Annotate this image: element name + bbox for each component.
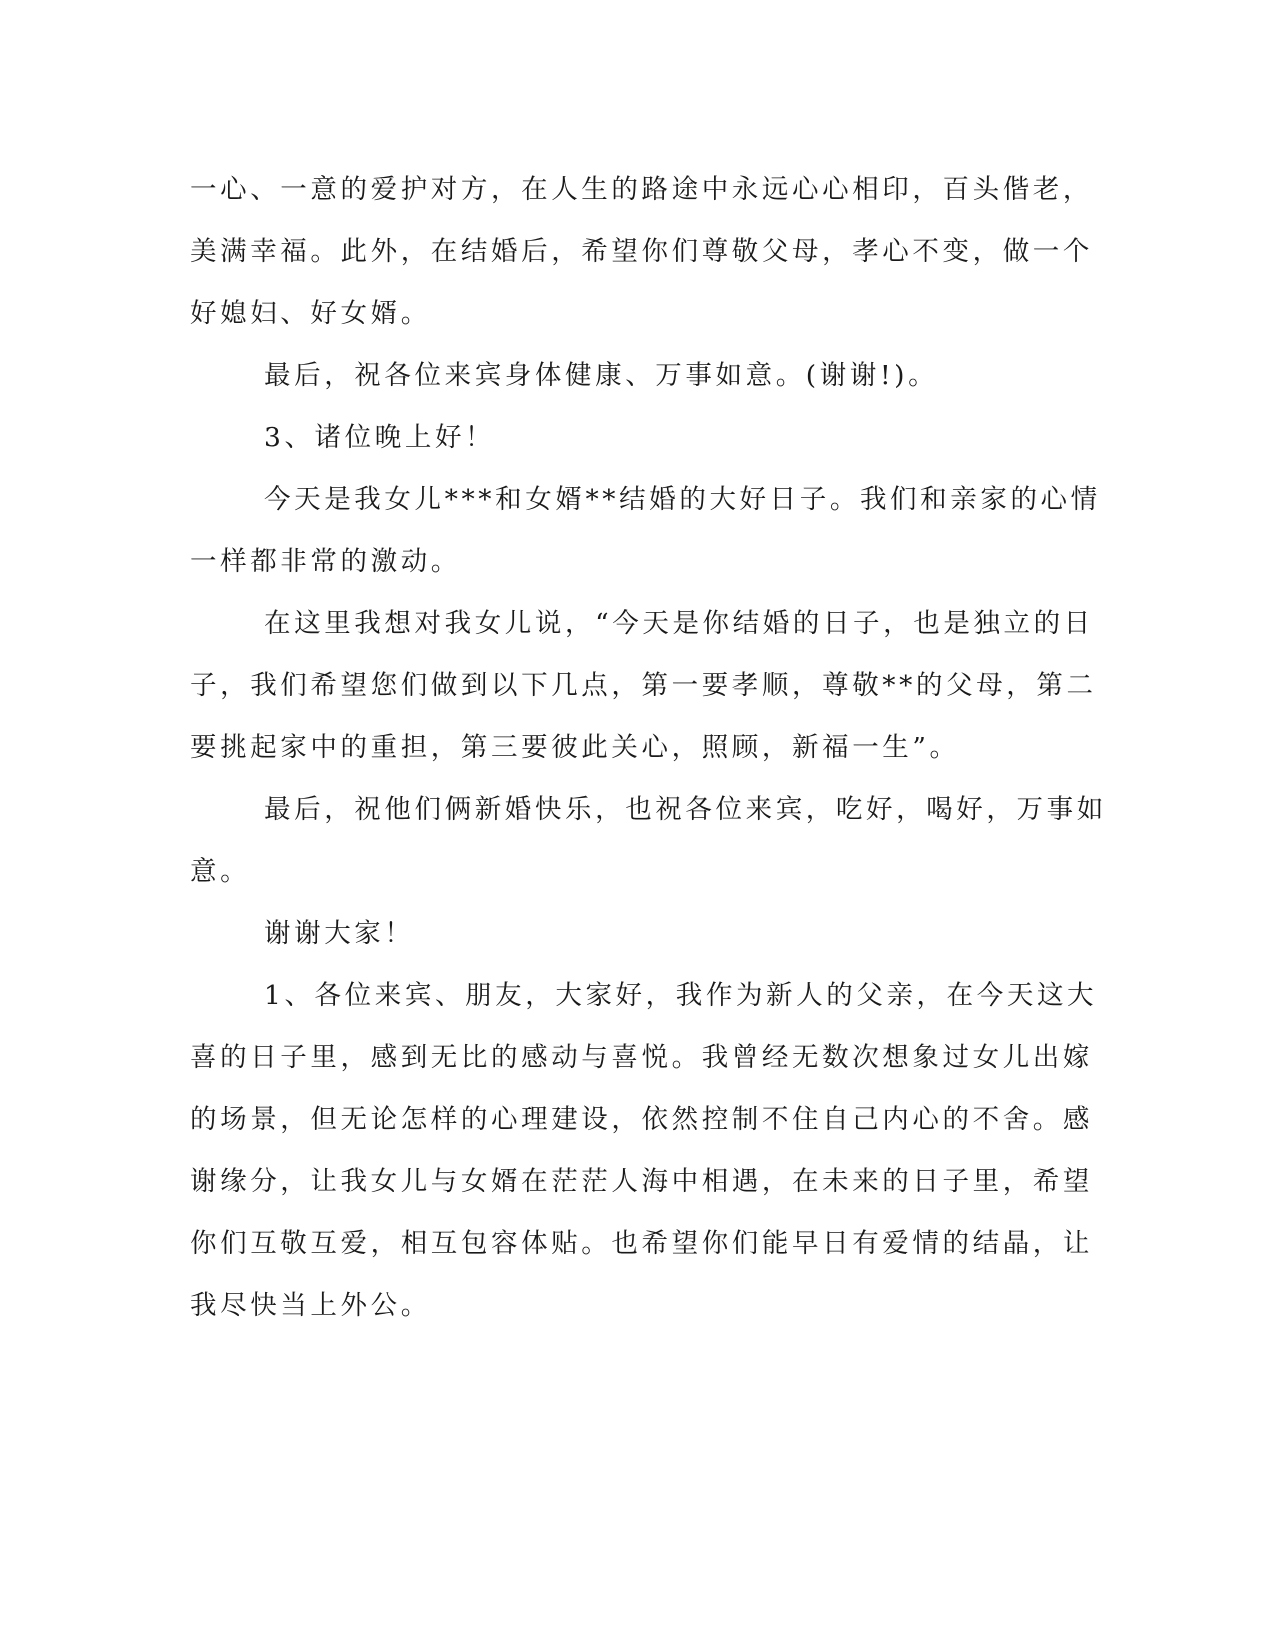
text-line: 子，我们希望您们做到以下几点，第一要孝顺，尊敬**的父母，第二	[190, 670, 1097, 701]
paragraph-first-line: 最后，祝各位来宾身体健康、万事如意。(谢谢!)。	[264, 360, 939, 391]
paragraph-first-line: 1、各位来宾、朋友，大家好，我作为新人的父亲，在今天这大	[264, 980, 1098, 1011]
closing-line: 谢谢大家！	[264, 918, 415, 949]
text-line: 好媳妇、好女婿。	[190, 298, 431, 329]
text-line: 要挑起家中的重担，第三要彼此关心，照顾，新福一生”。	[190, 732, 960, 763]
text-line: 的场景，但无论怎样的心理建设，依然控制不住自己内心的不舍。感	[190, 1104, 1093, 1135]
text-line: 你们互敬互爱，相互包容体贴。也希望你们能早日有爱情的结晶，让	[190, 1228, 1093, 1259]
text-line: 一样都非常的激动。	[190, 546, 461, 577]
text-line: 意。	[190, 856, 251, 887]
text-line: 喜的日子里，感到无比的感动与喜悦。我曾经无数次想象过女儿出嫁	[190, 1042, 1093, 1073]
section-heading: 3、诸位晚上好！	[264, 422, 496, 453]
paragraph-first-line: 最后，祝他们俩新婚快乐，也祝各位来宾，吃好，喝好，万事如	[264, 794, 1107, 825]
text-line: 谢缘分，让我女儿与女婿在茫茫人海中相遇，在未来的日子里，希望	[190, 1166, 1093, 1197]
text-line: 一心、一意的爱护对方，在人生的路途中永远心心相印，百头偕老，	[190, 174, 1093, 205]
document-body	[190, 159, 1107, 1337]
paragraph-first-line: 在这里我想对我女儿说，“今天是你结婚的日子，也是独立的日	[264, 608, 1094, 639]
text-line: 美满幸福。此外，在结婚后，希望你们尊敬父母，孝心不变，做一个	[190, 236, 1093, 267]
paragraph-first-line: 今天是我女儿***和女婿**结婚的大好日子。我们和亲家的心情	[264, 484, 1101, 515]
text-line: 我尽快当上外公。	[190, 1290, 431, 1321]
